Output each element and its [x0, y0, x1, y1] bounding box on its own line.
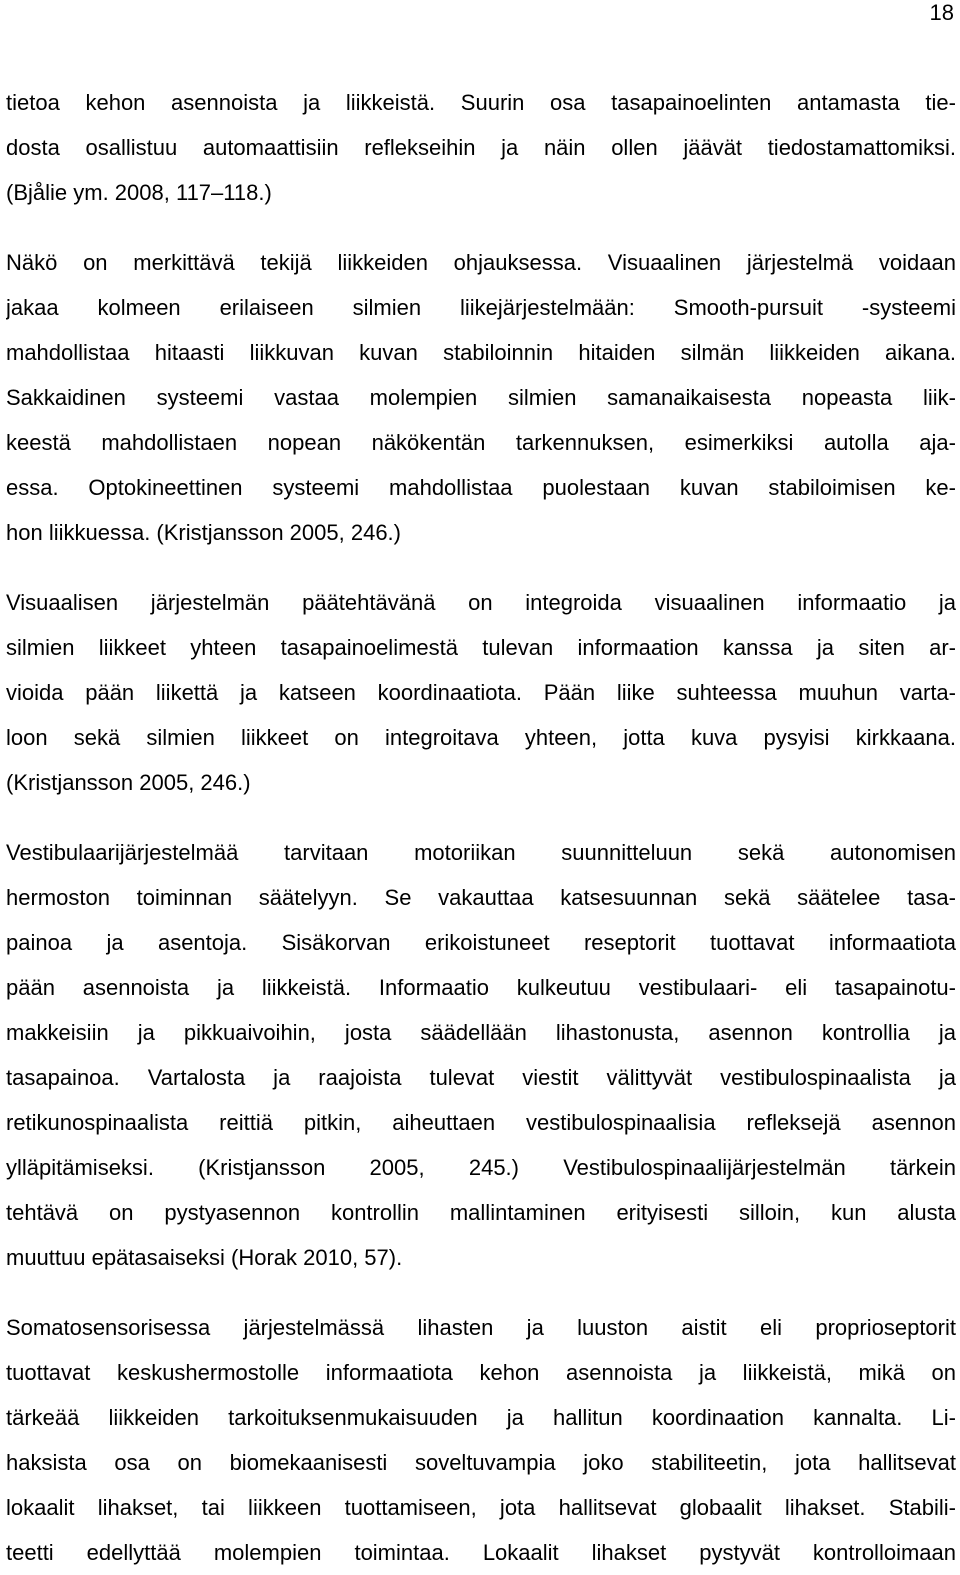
text-line: essa. Optokineettinen systeemi mahdollistaa puolestaan kuvan stabiloimisen ke- — [6, 475, 956, 500]
text-line: tietoa kehon asennoista ja liikkeistä. Suurin osa tasapainoelinten antamasta tie- — [6, 90, 956, 115]
text-line: Visuaalisen järjestelmän päätehtävänä on integroida visuaalinen informaatio ja — [6, 590, 956, 615]
text-line: tuottavat keskushermostolle informaatiota kehon asennoista ja liikkeistä, mikä on — [6, 1360, 956, 1385]
paragraph — [6, 1305, 956, 1575]
text-line: Somatosensorisessa järjestelmässä lihasten ja luuston aistit eli proprioseptorit — [6, 1315, 956, 1340]
page-number: 18 — [929, 0, 954, 25]
text-line: teetti edellyttää molempien toimintaa. Lokaalit lihakset pystyvät kontrolloimaan — [6, 1540, 956, 1565]
text-line: tehtävä on pystyasennon kontrollin mallintaminen erityisesti silloin, kun alusta — [6, 1200, 956, 1225]
text-line: muuttuu epätasaiseksi (Horak 2010, 57). — [6, 1245, 403, 1270]
text-line: jakaa kolmeen erilaiseen silmien liikejärjestelmään: Smooth-pursuit -systeemi — [6, 295, 956, 320]
text-line: retikunospinaalista reittiä pitkin, aiheuttaen vestibulospinaalisia refleksejä asennon — [6, 1110, 956, 1135]
text-line: lokaalit lihakset, tai liikkeen tuottamiseen, jota hallitsevat globaalit lihakset. Stabili- — [6, 1495, 956, 1520]
text-line: Sakkaidinen systeemi vastaa molempien silmien samanaikaisesta nopeasta liik- — [6, 385, 956, 410]
text-line: hermoston toiminnan säätelyyn. Se vakauttaa katsesuunnan sekä säätelee tasa- — [6, 885, 956, 910]
text-line: haksista osa on biomekaanisesti soveltuvampia joko stabiliteetin, jota hallitsevat — [6, 1450, 956, 1475]
text-line: pään asennoista ja liikkeistä. Informaatio kulkeutuu vestibulaari- eli tasapainotu- — [6, 975, 956, 1000]
text-line: loon sekä silmien liikkeet on integroitava yhteen, jotta kuva pysyisi kirkkaana. — [6, 725, 956, 750]
paragraph — [6, 80, 956, 215]
paragraph — [6, 240, 956, 555]
document-body — [6, 80, 956, 1575]
text-line: painoa ja asentoja. Sisäkorvan erikoistuneet reseptorit tuottavat informaatiota — [6, 930, 956, 955]
paragraph — [6, 580, 956, 805]
text-line: dosta osallistuu automaattisiin reflekseihin ja näin ollen jäävät tiedostamattomiksi. — [6, 135, 956, 160]
text-line: Näkö on merkittävä tekijä liikkeiden ohjauksessa. Visuaalinen järjestelmä voidaan — [6, 250, 956, 275]
text-line: hon liikkuessa. (Kristjansson 2005, 246.) — [6, 520, 401, 545]
text-line: mahdollistaa hitaasti liikkuvan kuvan stabiloinnin hitaiden silmän liikkeiden aikana. — [6, 340, 956, 365]
text-line: makkeisiin ja pikkuaivoihin, josta säädellään lihastonusta, asennon kontrollia ja — [6, 1020, 956, 1045]
text-line: keestä mahdollistaen nopean näkökentän tarkennuksen, esimerkiksi autolla aja- — [6, 430, 956, 455]
text-line: (Bjålie ym. 2008, 117–118.) — [6, 180, 272, 205]
text-line: ylläpitämiseksi. (Kristjansson 2005, 245.) Vestibulospinaalijärjestelmän tärkein — [6, 1155, 956, 1180]
paragraph — [6, 830, 956, 1280]
text-line: Vestibulaarijärjestelmää tarvitaan motoriikan suunnitteluun sekä autonomisen — [6, 840, 956, 865]
text-line: vioida pään liikettä ja katseen koordinaatiota. Pään liike suhteessa muuhun varta- — [6, 680, 956, 705]
text-line: silmien liikkeet yhteen tasapainoelimestä tulevan informaation kanssa ja siten ar- — [6, 635, 956, 660]
text-line: (Kristjansson 2005, 246.) — [6, 770, 251, 795]
text-line: tasapainoa. Vartalosta ja raajoista tulevat viestit välittyvät vestibulospinaalista ja — [6, 1065, 956, 1090]
text-line: tärkeää liikkeiden tarkoituksenmukaisuuden ja hallitun koordinaation kannalta. Li- — [6, 1405, 956, 1430]
